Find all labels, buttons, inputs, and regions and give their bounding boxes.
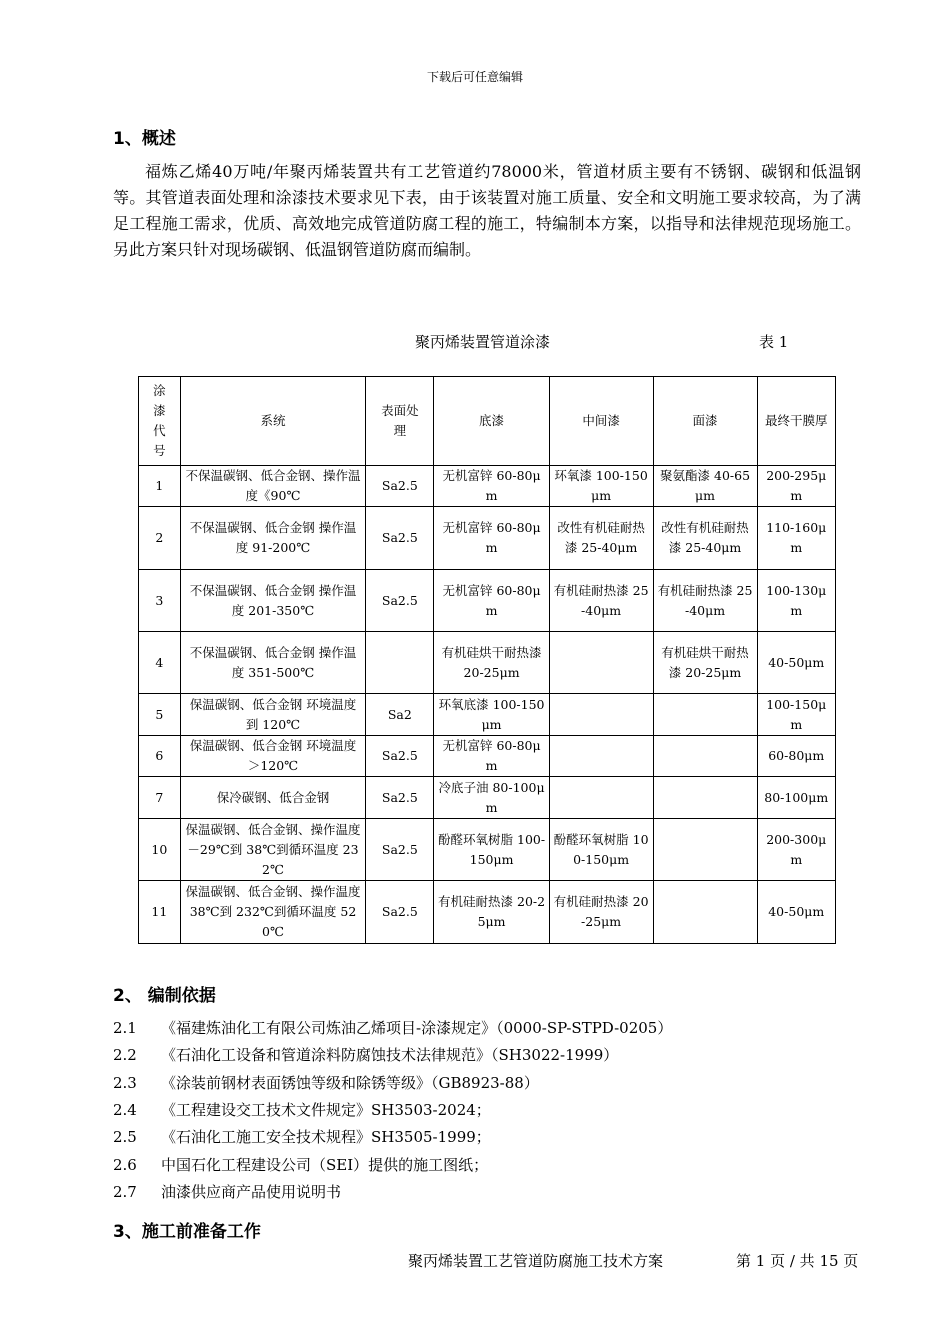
table-cell: 环氧漆 100-150μm xyxy=(549,466,653,507)
table-cell xyxy=(549,694,653,736)
table-row xyxy=(139,466,836,507)
table-cell: 不保温碳钢、低合金钢、操作温度《90℃ xyxy=(180,466,365,507)
reference-text: 中国石化工程建设公司（SEI）提供的施工图纸； xyxy=(161,1156,489,1174)
table-cell: Sa2.5 xyxy=(366,819,434,881)
footer-document-title: 聚丙烯装置工艺管道防腐施工技术方案 xyxy=(408,1252,664,1270)
reference-number: 2.5 xyxy=(113,1128,137,1146)
reference-item xyxy=(113,1018,672,1038)
reference-item xyxy=(113,1155,488,1175)
header-cell: 系统 xyxy=(180,377,365,466)
header-cell: 面漆 xyxy=(653,377,757,466)
table-cell: 保温碳钢、低合金钢、操作温度－29℃到 38℃到循环温度 232℃ xyxy=(180,819,365,881)
table-cell: 不保温碳钢、低合金钢 操作温度 351-500℃ xyxy=(180,632,365,694)
table-cell: Sa2.5 xyxy=(366,777,434,819)
reference-item xyxy=(113,1073,539,1093)
table-cell: 改性有机硅耐热漆 25-40μm xyxy=(653,507,757,570)
header-cell: 中间漆 xyxy=(549,377,653,466)
table-cell xyxy=(549,632,653,694)
table-row xyxy=(139,507,836,570)
table-cell xyxy=(549,736,653,777)
reference-number: 2.7 xyxy=(113,1183,137,1201)
table-cell: Sa2.5 xyxy=(366,466,434,507)
coating-table xyxy=(138,376,836,944)
section-2-title: 2、 编制依据 xyxy=(113,986,216,1006)
table-cell: 有机硅烘干耐热漆 20-25μm xyxy=(653,632,757,694)
table-cell: 酚醛环氧树脂 100-150μm xyxy=(549,819,653,881)
table-caption: 聚丙烯装置管道涂漆 xyxy=(415,333,551,351)
table-cell xyxy=(653,736,757,777)
table-cell: Sa2 xyxy=(366,694,434,736)
overview-paragraph: 福炼乙烯40万吨/年聚丙烯装置共有工艺管道约78000米，管道材质主要有不锈钢、碳钢和低温钢等。其管道表面处理和涂漆技术要求见下表，由于该装置对施工质量、安全和文明施工要求较高，为了满足工程施工需求，优质、高效地完成管道防腐工程的施工，特编制本方案，以指导和法律规范现场施工。另此方案只针对现场碳钢、低温钢管道防腐而编制。 xyxy=(113,162,861,259)
section-3-title: 3、施工前准备工作 xyxy=(113,1222,261,1242)
table-cell: Sa2.5 xyxy=(366,507,434,570)
table-cell: Sa2.5 xyxy=(366,881,434,944)
reference-item xyxy=(113,1127,491,1147)
table-cell: 5 xyxy=(139,694,181,736)
table-cell: 40-50μm xyxy=(757,632,836,694)
header-cell: 最终干膜厚 xyxy=(757,377,836,466)
table-cell: 冷底子油 80-100μm xyxy=(434,777,549,819)
table-cell: 无机富锌 60-80μm xyxy=(434,736,549,777)
table-cell: 10 xyxy=(139,819,181,881)
reference-text: 油漆供应商产品使用说明书 xyxy=(161,1183,342,1201)
table-cell: Sa2.5 xyxy=(366,736,434,777)
table-cell: 改性有机硅耐热漆 25-40μm xyxy=(549,507,653,570)
table-cell: 40-50μm xyxy=(757,881,836,944)
table-cell: 2 xyxy=(139,507,181,570)
table-cell: 有机硅耐热漆 25-40μm xyxy=(549,570,653,632)
table-cell: 酚醛环氧树脂 100-150μm xyxy=(434,819,549,881)
table-cell: 110-160μm xyxy=(757,507,836,570)
table-cell: 有机硅耐热漆 20-25μm xyxy=(549,881,653,944)
header-note: 下载后可任意编辑 xyxy=(426,70,523,84)
reference-number: 2.6 xyxy=(113,1156,137,1174)
table-cell: 保温碳钢、低合金钢、操作温度 38℃到 232℃到循环温度 520℃ xyxy=(180,881,365,944)
table-cell: 无机富锌 60-80μm xyxy=(434,466,549,507)
table-cell: 聚氨酯漆 40-65μm xyxy=(653,466,757,507)
table-cell: 3 xyxy=(139,570,181,632)
table-cell: 有机硅烘干耐热漆 20-25μm xyxy=(434,632,549,694)
header-cell: 表面处理 xyxy=(366,377,434,466)
table-cell: 7 xyxy=(139,777,181,819)
table-cell: 无机富锌 60-80μm xyxy=(434,570,549,632)
table-cell: 60-80μm xyxy=(757,736,836,777)
table-cell xyxy=(549,777,653,819)
table-row xyxy=(139,881,836,944)
table-cell: 4 xyxy=(139,632,181,694)
table-cell: 保温碳钢、低合金钢 环境温度到 120℃ xyxy=(180,694,365,736)
table-cell: Sa2.5 xyxy=(366,570,434,632)
table-cell: 环氧底漆 100-150μm xyxy=(434,694,549,736)
table-cell: 1 xyxy=(139,466,181,507)
table-number: 表 1 xyxy=(759,333,789,351)
table-cell: 保冷碳钢、低合金钢 xyxy=(180,777,365,819)
reference-text: 《石油化工设备和管道涂料防腐蚀技术法律规范》（SH3022-1999） xyxy=(161,1046,619,1064)
reference-text: 《福建炼油化工有限公司炼油乙烯项目-涂漆规定》（0000-SP-STPD-0205） xyxy=(161,1019,673,1037)
reference-text: 《工程建设交工技术文件规定》SH3503-2024； xyxy=(161,1101,491,1119)
table-row xyxy=(139,819,836,881)
table-cell: 100-130μm xyxy=(757,570,836,632)
table-cell xyxy=(653,819,757,881)
table-cell: 不保温碳钢、低合金钢 操作温度 201-350℃ xyxy=(180,570,365,632)
reference-number: 2.4 xyxy=(113,1101,137,1119)
reference-number: 2.3 xyxy=(113,1074,137,1092)
table-cell: 无机富锌 60-80μm xyxy=(434,507,549,570)
table-cell: 有机硅耐热漆 20-25μm xyxy=(434,881,549,944)
reference-text: 《石油化工施工安全技术规程》SH3505-1999； xyxy=(161,1128,491,1146)
table-row xyxy=(139,694,836,736)
table-cell: 有机硅耐热漆 25-40μm xyxy=(653,570,757,632)
table-cell: 200-295μm xyxy=(757,466,836,507)
reference-item xyxy=(113,1045,618,1065)
header-cell: 底漆 xyxy=(434,377,549,466)
footer-page-number: 第 1 页 / 共 15 页 xyxy=(736,1252,859,1270)
table-cell: 不保温碳钢、低合金钢 操作温度 91-200℃ xyxy=(180,507,365,570)
reference-text: 《涂装前钢材表面锈蚀等级和除锈等级》（GB8923-88） xyxy=(161,1074,539,1092)
table-cell xyxy=(366,632,434,694)
table-row xyxy=(139,777,836,819)
table-cell xyxy=(653,694,757,736)
section-1-title: 1、概述 xyxy=(113,129,176,149)
reference-item xyxy=(113,1100,491,1120)
table-cell: 200-300μm xyxy=(757,819,836,881)
table-row xyxy=(139,570,836,632)
table-cell xyxy=(653,777,757,819)
reference-item xyxy=(113,1182,341,1202)
reference-number: 2.1 xyxy=(113,1019,137,1037)
table-cell xyxy=(653,881,757,944)
table-cell: 11 xyxy=(139,881,181,944)
table-row xyxy=(139,632,836,694)
table-cell: 100-150μm xyxy=(757,694,836,736)
table-row xyxy=(139,736,836,777)
table-cell: 80-100μm xyxy=(757,777,836,819)
table-cell: 保温碳钢、低合金钢 环境温度＞120℃ xyxy=(180,736,365,777)
reference-number: 2.2 xyxy=(113,1046,137,1064)
header-cell: 涂漆代号 xyxy=(139,377,181,466)
table-cell: 6 xyxy=(139,736,181,777)
table-header-row xyxy=(139,377,836,466)
